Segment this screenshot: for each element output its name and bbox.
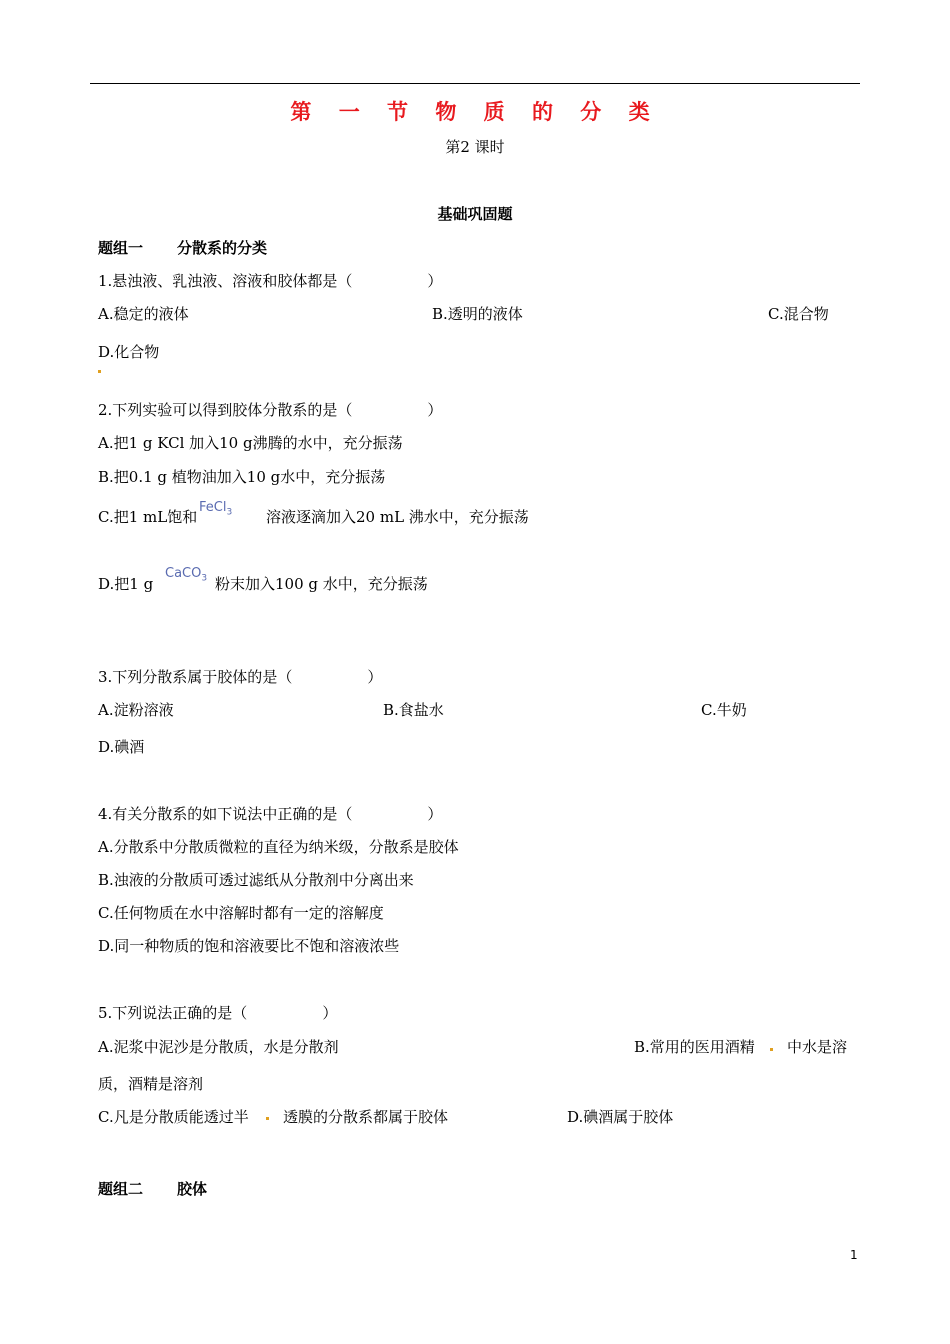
- question-1-option-d: D.化合物: [98, 343, 160, 361]
- caco3-formula: CaCO$_3$: [165, 566, 208, 584]
- page-number: 1: [850, 1248, 858, 1262]
- question-4-option-a: A.分散系中分散质微粒的直径为纳米级，分散系是胶体: [98, 838, 459, 856]
- question-3-option-a: A.淀粉溶液: [98, 701, 174, 719]
- question-2-option-c-prefix: C.把1 mL饱和: [98, 508, 198, 526]
- question-5-option-d: D.碘酒属于胶体: [567, 1108, 674, 1126]
- question-3-stem: 3.下列分散系属于胶体的是（ ）: [98, 668, 383, 686]
- question-5-option-b-part1: B.常用的医用酒精: [634, 1038, 755, 1056]
- question-4-stem: 4.有关分散系的如下说法中正确的是（ ）: [98, 805, 443, 823]
- question-2-stem: 2.下列实验可以得到胶体分散系的是（ ）: [98, 401, 443, 419]
- question-5-option-c-part2: 透膜的分散系都属于胶体: [283, 1108, 449, 1126]
- question-2-option-a: A.把1 g KCl 加入10 g沸腾的水中，充分振荡: [98, 434, 403, 452]
- question-4-option-b: B.浊液的分散质可透过滤纸从分散剂中分离出来: [98, 871, 414, 889]
- page-title: 第 一 节 物 质 的 分 类: [290, 100, 660, 124]
- group-name: 分散系的分类: [177, 239, 268, 257]
- question-1-option-b: B.透明的液体: [432, 305, 523, 323]
- question-3-option-c: C.牛奶: [701, 701, 747, 719]
- lesson-subtitle: 第2 课时: [445, 138, 505, 156]
- question-2-option-d-prefix: D.把1 g: [98, 575, 154, 593]
- question-1-option-c: C.混合物: [768, 305, 829, 323]
- question-3-option-b: B.食盐水: [383, 701, 444, 719]
- stray-mark: [98, 370, 101, 373]
- group-label: 题组一: [98, 239, 144, 257]
- stray-mark: [266, 1117, 269, 1120]
- fecl3-formula: FeCl$_3$: [199, 500, 233, 518]
- question-1-option-a: A.稳定的液体: [98, 305, 189, 323]
- question-4-option-d: D.同一种物质的饱和溶液要比不饱和溶液浓些: [98, 937, 400, 955]
- header-rule: [90, 83, 860, 84]
- section-heading: 基础巩固题: [437, 205, 513, 223]
- question-5-option-b-part3: 质，酒精是溶剂: [98, 1075, 204, 1093]
- question-5-option-b-part2: 中水是溶: [787, 1038, 848, 1056]
- question-2-option-c-suffix: 溶液逐滴加入20 mL 沸水中，充分振荡: [266, 508, 529, 526]
- group-heading-1: [98, 237, 267, 258]
- question-2-option-d-suffix: 粉末加入100 g 水中，充分振荡: [215, 575, 428, 593]
- question-5-option-a: A.泥浆中泥沙是分散质，水是分散剂: [98, 1038, 339, 1056]
- question-5-option-c-part1: C.凡是分散质能透过半: [98, 1108, 249, 1126]
- question-3-option-d: D.碘酒: [98, 738, 145, 756]
- group-name: 胶体: [177, 1180, 208, 1198]
- group-heading-2: [98, 1178, 207, 1199]
- group-label: 题组二: [98, 1180, 144, 1198]
- question-4-option-c: C.任何物质在水中溶解时都有一定的溶解度: [98, 904, 384, 922]
- question-5-stem: 5.下列说法正确的是（ ）: [98, 1004, 338, 1022]
- question-1-stem: 1.悬浊液、乳浊液、溶液和胶体都是（ ）: [98, 272, 443, 290]
- stray-mark: [770, 1048, 773, 1051]
- question-2-option-b: B.把0.1 g 植物油加入10 g水中，充分振荡: [98, 468, 386, 486]
